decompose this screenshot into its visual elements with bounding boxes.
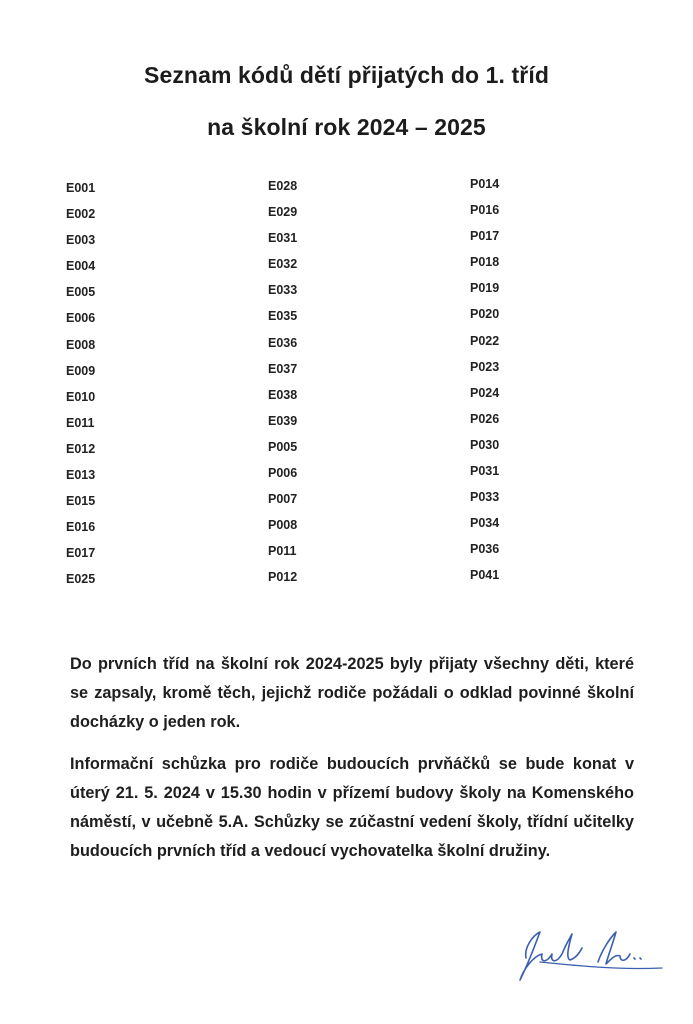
- child-code: E032: [268, 257, 298, 272]
- child-code: E011: [66, 415, 95, 430]
- child-code: P030: [470, 437, 500, 452]
- child-code: P008: [268, 518, 298, 533]
- child-code: P026: [470, 411, 500, 426]
- codes-column-1: [66, 180, 95, 598]
- child-code: E017: [66, 546, 96, 561]
- child-code: P018: [470, 255, 500, 270]
- child-code: P023: [470, 359, 500, 374]
- child-code: P016: [470, 203, 500, 218]
- child-code: E036: [268, 335, 298, 350]
- child-code: P020: [470, 307, 500, 322]
- child-code: E013: [66, 468, 96, 483]
- child-code: P034: [470, 516, 500, 531]
- child-code: P006: [268, 466, 298, 481]
- child-code: P014: [470, 177, 500, 191]
- child-code: E016: [66, 520, 96, 535]
- child-code: E033: [268, 283, 298, 298]
- child-code: E025: [66, 572, 96, 587]
- child-code: P022: [470, 333, 500, 348]
- child-code: P033: [470, 490, 500, 505]
- child-code: P005: [268, 439, 298, 454]
- codes-column-3: [470, 176, 499, 594]
- child-code: E004: [66, 259, 96, 274]
- admission-paragraph: Do prvních tříd na školní rok 2024-2025 byly přijaty všechny děti, které se zapsaly, kromě těch, jejichž rodiče požádali o odklad povinné školní docházky o jeden rok.: [70, 655, 634, 732]
- child-code: E002: [66, 207, 96, 222]
- child-code: P036: [470, 542, 500, 557]
- child-code: P012: [268, 570, 298, 585]
- child-code: P011: [268, 544, 297, 559]
- signature-stroke: [520, 932, 582, 980]
- child-code: P019: [470, 281, 500, 296]
- child-code: P041: [470, 568, 500, 583]
- child-code: E028: [268, 179, 298, 193]
- signature-underline: [540, 962, 662, 969]
- child-code: E015: [66, 494, 96, 509]
- child-code: E010: [66, 389, 96, 404]
- child-code: E039: [268, 413, 298, 428]
- document-title-line-2: na školní rok 2024 – 2025: [207, 114, 486, 140]
- child-code: E038: [268, 387, 298, 402]
- child-code: P017: [470, 229, 500, 244]
- child-code: E008: [66, 337, 96, 352]
- child-code: E012: [66, 441, 96, 456]
- document-title-line-1: Seznam kódů dětí přijatých do 1. tříd: [144, 62, 549, 88]
- child-code: P007: [268, 492, 298, 507]
- codes-column-2: [268, 178, 297, 596]
- child-code: E037: [268, 361, 298, 376]
- child-code: E001: [66, 181, 96, 195]
- signature: [510, 918, 670, 988]
- child-code: E029: [268, 205, 298, 220]
- child-code: P031: [470, 464, 500, 479]
- child-code: E031: [268, 231, 298, 246]
- signature-stroke: [598, 932, 641, 964]
- child-code: E006: [66, 311, 96, 326]
- child-code: E005: [66, 285, 96, 300]
- child-code: E009: [66, 363, 96, 378]
- meeting-info-paragraph: Informační schůzka pro rodiče budoucích prvňáčků se bude konat v úterý 21. 5. 2024 v 15.30 hodin v přízemí budovy školy na Komenského náměstí, v učebně 5.A. Schůzky se zúčastní vedení školy, třídní učitelky budoucích prvních tříd a vedoucí vychovatelka školní družiny.: [70, 755, 634, 861]
- child-code: E035: [268, 309, 298, 324]
- child-code: E003: [66, 233, 96, 248]
- child-code: P024: [470, 385, 500, 400]
